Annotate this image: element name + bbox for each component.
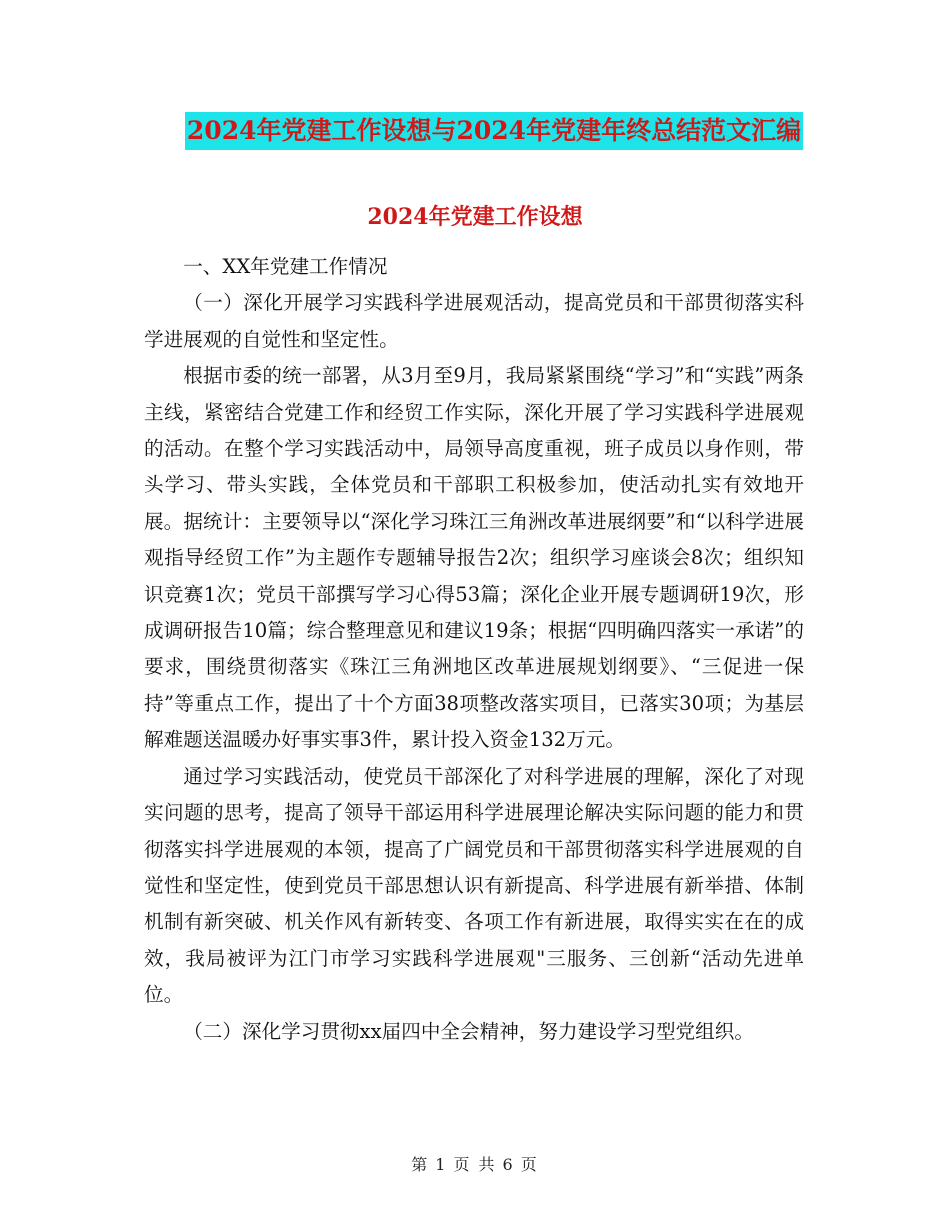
footer-suffix: 页 bbox=[520, 1155, 539, 1174]
page-number: 1 bbox=[435, 1155, 448, 1174]
page-footer bbox=[0, 1152, 950, 1175]
footer-prefix: 第 bbox=[411, 1155, 430, 1174]
total-pages: 6 bbox=[502, 1155, 515, 1174]
main-title: 2024年党建工作设想与2024年党建年终总结范文汇编 bbox=[185, 112, 803, 150]
paragraph: 根据市委的统一部署，从3月至9月，我局紧紧围绕“学习”和“实践”两条主线，紧密结合党建工作和经贸工作实际，深化开展了学习实践科学进展观的活动。在整个学习实践活动中，局领导高度重视，班子成员以身作则，带头学习、带头实践，全体党员和干部职工积极参加，使活动扎实有效地开展。据统计：主要领导以“深化学习珠江三角洲改革进展纲要”和“以科学进展观指导经贸工作”为主题作专题辅导报告2次；组织学习座谈会8次；组织知识竞赛1次；党员干部撰写学习心得53篇；深化企业开展专题调研19次，形成调研报告10篇；综合整理意见和建议19条；根据“四明确四落实一承诺”的要求，围绕贯彻落实《珠江三角洲地区改革进展规划纲要》、“三促进一保持”等重点工作，提出了十个方面38项整改落实项目，已落实30项；为基层解难题送温暖办好事实事3件，累计投入资金132万元。 bbox=[144, 364, 804, 752]
main-title-container bbox=[0, 112, 950, 150]
footer-middle: 页 共 bbox=[453, 1155, 497, 1174]
sub-title: 2024年党建工作设想 bbox=[367, 204, 583, 230]
paragraph: （二）深化学习贯彻xx届四中全会精神，努力建设学习型党组织。 bbox=[183, 1019, 754, 1043]
section-heading: 一、XX年党建工作情况 bbox=[183, 255, 388, 278]
paragraph: （一）深化开展学习实践科学进展观活动，提高党员和干部贯彻落实科学进展观的自觉性和坚定性。 bbox=[144, 291, 804, 351]
paragraph: 通过学习实践活动，使党员干部深化了对科学进展的理解，深化了对现实问题的思考，提高了领导干部运用科学进展理论解决实际问题的能力和贯彻落实抖学进展观的本领，提高了广阔党员和干部贯彻落实科学进展观的自觉性和坚定性，使到党员干部思想认识有新提高、科学进展有新举措、体制机制有新突破、机关作风有新转变、各项工作有新进展，取得实实在在的成效，我局被评为江门市学习实践科学进展观"三服务、三创新“活动先进单位。 bbox=[144, 764, 804, 1007]
body-text bbox=[144, 249, 804, 1050]
